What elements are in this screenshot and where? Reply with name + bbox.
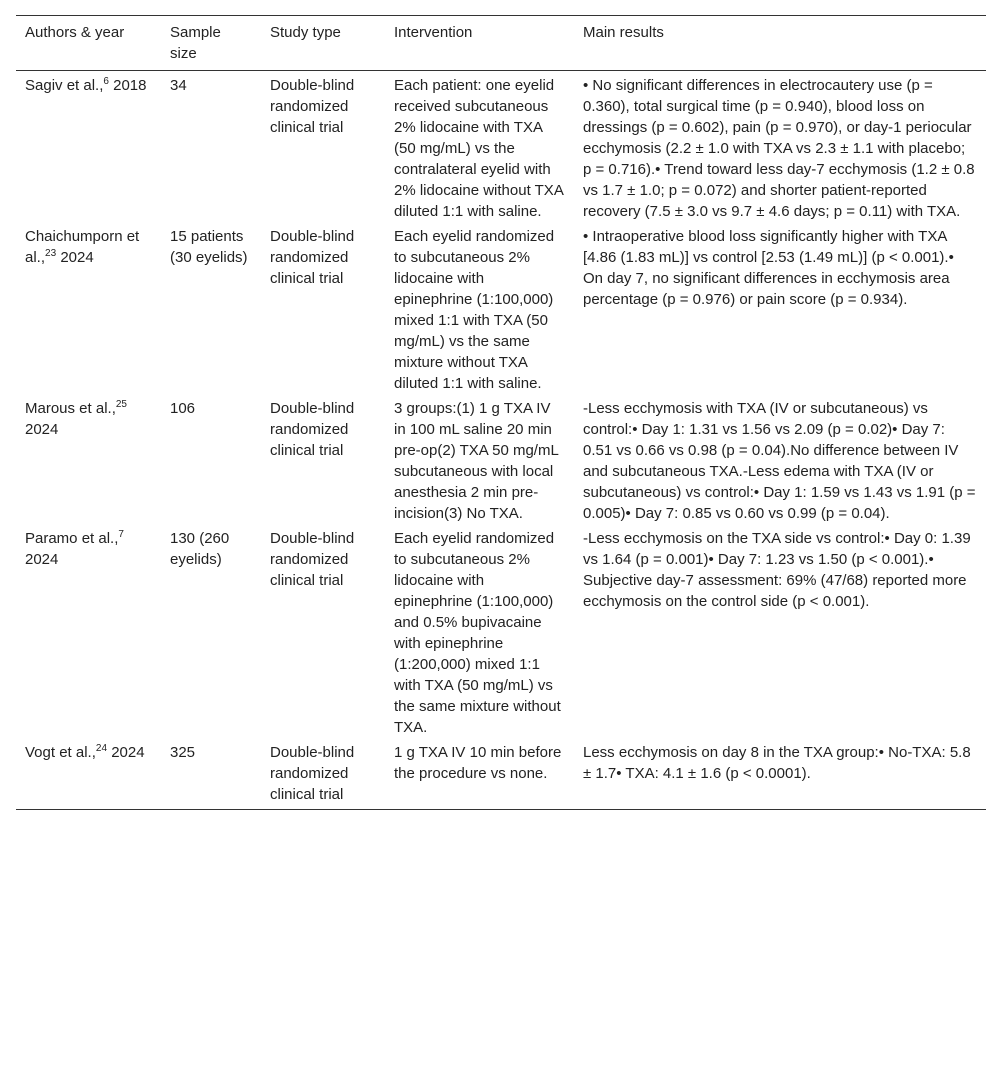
header-study-type: Study type: [261, 16, 385, 71]
cell-authors: [16, 738, 161, 810]
table-row: [16, 222, 986, 394]
reference-number: 23: [45, 248, 57, 259]
header-authors: Authors & year: [16, 16, 161, 71]
studies-table: [16, 15, 986, 810]
cell-study-type: Double-blind randomized clinical trial: [270, 400, 355, 459]
author-year: 2018: [113, 77, 147, 94]
reference-number: 7: [118, 529, 124, 540]
cell-sample-size: 34: [170, 77, 187, 94]
table-row: [16, 394, 986, 524]
cell-sample-size: 15 patients (30 eyelids): [170, 228, 248, 266]
cell-authors: [16, 394, 161, 524]
author-name: Sagiv et al.,: [25, 77, 104, 94]
table-row: [16, 524, 986, 738]
cell-authors: [16, 71, 161, 223]
author-year: 2024: [60, 249, 94, 266]
cell-study-type: Double-blind randomized clinical trial: [270, 530, 355, 589]
header-intervention: Intervention: [385, 16, 574, 71]
cell-sample-size: 106: [170, 400, 196, 417]
author-year: 2024: [111, 744, 145, 761]
author-name: Paramo et al.,: [25, 530, 119, 547]
author-name: Marous et al.,: [25, 400, 116, 417]
author-year: 2024: [25, 551, 59, 568]
reference-number: 25: [115, 399, 127, 410]
header-row: [16, 16, 986, 71]
cell-intervention: 1 g TXA IV 10 min before the procedure vs none.: [385, 738, 574, 810]
header-main-results: Main results: [574, 16, 986, 71]
cell-main-results: Less ecchymosis on day 8 in the TXA group:• No-TXA: 5.8 ± 1.7• TXA: 4.1 ± 1.6 (p < 0.0001).: [574, 738, 986, 810]
cell-sample-size: 325: [161, 738, 261, 810]
author-year: 2024: [25, 421, 59, 438]
cell-sample-size: 130 (260 eyelids): [170, 530, 230, 568]
cell-study-type: Double-blind randomized clinical trial: [270, 77, 355, 136]
reference-number: 24: [95, 743, 108, 754]
cell-authors: [16, 222, 161, 394]
cell-intervention: Each eyelid randomized to subcutaneous 2% lidocaine with epinephrine (1:100,000) mixed 1:1 with TXA (50 mg/mL) vs the same mixture without TXA diluted 1:1 with saline.: [394, 228, 555, 392]
cell-main-results: -Less ecchymosis with TXA (IV or subcutaneous) vs control:• Day 1: 1.31 vs 1.56 vs 2.09 (p = 0.02)• Day 7: 0.51 vs 0.66 vs 0.98 (p = 0.04).No difference between IV and subcutaneous TXA.-Less edema with TXA (IV or subcutaneous) vs control:• Day 1: 1.59 vs 1.43 vs 1.91 (p = 0.005)• Day 7: 0.85 vs 0.60 vs 0.99 (p = 0.04).: [583, 400, 976, 522]
reference-number: 6: [103, 76, 109, 87]
cell-intervention: 3 groups:(1) 1 g TXA IV in 100 mL saline 20 min pre-op(2) TXA 50 mg/mL subcutaneous with local anesthesia 2 min pre-incision(3) No TXA.: [394, 400, 559, 522]
author-name: Chaichumporn et al.,: [25, 228, 140, 266]
cell-study-type: Double-blind randomized clinical trial: [261, 738, 385, 810]
table-row: [16, 71, 986, 223]
cell-main-results: • Intraoperative blood loss significantly higher with TXA [4.86 (1.83 mL)] vs control [2.53 (1.49 mL)] (p < 0.001).• On day 7, no significant differences in ecchymosis area percentage (p = 0.976) or pain score (p = 0.934).: [583, 228, 954, 308]
header-sample-size: Sample size: [161, 16, 261, 71]
cell-intervention: Each patient: one eyelid received subcutaneous 2% lidocaine with TXA (50 mg/mL) vs the contralateral eyelid with 2% lidocaine without TXA diluted 1:1 with saline.: [394, 77, 563, 220]
cell-intervention: Each eyelid randomized to subcutaneous 2% lidocaine with epinephrine (1:100,000) and 0.5% bupivacaine with epinephrine (1:200,000) mixed 1:1 with TXA (50 mg/mL) vs the same mixture without TXA.: [394, 530, 561, 736]
table-row: [16, 738, 986, 810]
cell-authors: [16, 524, 161, 738]
cell-study-type: Double-blind randomized clinical trial: [270, 228, 355, 287]
cell-main-results: • No significant differences in electrocautery use (p = 0.360), total surgical time (p = 0.940), blood loss on dressings (p = 0.602), pain (p = 0.970), or day-1 periocular ecchymosis (2.2 ± 1.0 with TXA vs 2.3 ± 1.1 with placebo; p = 0.716).• Trend toward less day-7 ecchymosis (1.2 ± 0.8 vs 1.7 ± 1.0; p = 0.072) and shorter patient-reported recovery (7.5 ± 3.0 vs 9.7 ± 4.6 days; p = 0.11) with TXA.: [583, 77, 975, 220]
cell-main-results: -Less ecchymosis on the TXA side vs control:• Day 0: 1.39 vs 1.64 (p = 0.001)• Day 7: 1.23 vs 1.50 (p < 0.001).• Subjective day-7 assessment: 69% (47/68) reported more ecchymosis on the control side (p < 0.001).: [583, 530, 971, 610]
author-name: Vogt et al.,: [25, 744, 96, 761]
